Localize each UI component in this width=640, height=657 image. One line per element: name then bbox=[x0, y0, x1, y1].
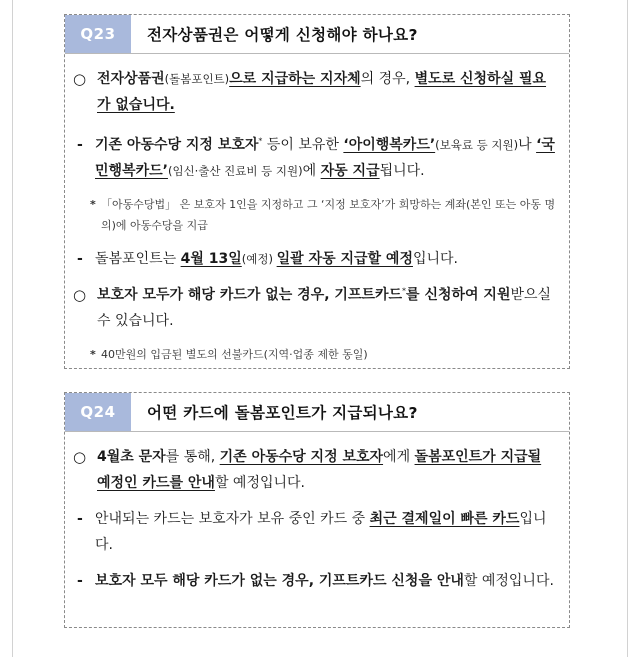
text-bold: 보호자 모두 해당 카드가 없는 경우, 기프트카드 신청을 안내 bbox=[95, 573, 464, 589]
text-bold-underline: 최근 결제일이 빠른 카드 bbox=[369, 511, 520, 527]
text-plain: 를 통해, bbox=[165, 449, 220, 465]
question-badge-q23: Q23 bbox=[65, 15, 131, 53]
question-title-q24: 어떤 카드에 돌봄포인트가 지급되나요? bbox=[147, 404, 418, 422]
answer-subpoint-2 bbox=[65, 568, 569, 594]
dash-bullet: - bbox=[77, 137, 83, 153]
footnote-bullet: * bbox=[90, 198, 96, 211]
text-bold-underline: 자동 지급 bbox=[320, 163, 380, 179]
text-bold-underline: 으로 지급하는 지자체 bbox=[229, 71, 361, 87]
footnote-text: 40만원의 입금된 별도의 선불카드(지역·업종 제한 동일) bbox=[101, 348, 368, 361]
question-header-q24 bbox=[65, 393, 569, 432]
footnote-text: 「아동수당법」 은 보호자 1인을 지정하고 그 ‘지정 보호자’가 희망하는 계좌(본인 또는 아동 명의)에 아동수당을 지급 bbox=[101, 198, 556, 232]
text-bold-underline: ‘아이행복카드’ bbox=[343, 137, 436, 153]
answer-point-1 bbox=[65, 444, 569, 496]
text-bold-underline: 돌봄포인트가 지급될 예정인 카드를 안내 bbox=[97, 449, 542, 491]
answer-body-q24 bbox=[65, 432, 569, 594]
qa-box-q23 bbox=[64, 14, 570, 369]
answer-body-q23 bbox=[65, 54, 569, 365]
dash-bullet: - bbox=[77, 511, 83, 527]
text-bold-underline: ‘국민행복카드’ bbox=[95, 137, 555, 179]
text-small: (임신·출산 진료비 등 지원) bbox=[167, 164, 303, 178]
answer-subpoint-2 bbox=[65, 246, 569, 272]
text-bold-underline: 기존 아동수당 지정 보호자 bbox=[219, 449, 384, 465]
circle-bullet: ○ bbox=[73, 70, 87, 88]
page-edge-right bbox=[627, 0, 628, 657]
circle-bullet: ○ bbox=[73, 448, 87, 466]
text-bold: 4월초 문자 bbox=[97, 449, 166, 465]
text-small: (보육료 등 지원) bbox=[435, 138, 519, 152]
text-plain: 에게 bbox=[383, 449, 415, 465]
footnote-bullet: * bbox=[90, 348, 96, 361]
footnote-mark: * bbox=[402, 286, 407, 296]
question-badge-q24: Q24 bbox=[65, 393, 131, 431]
dash-bullet: - bbox=[77, 573, 83, 589]
text-bold-underline: 일괄 자동 지급할 예정 bbox=[276, 251, 413, 267]
text-plain: 안내되는 카드는 보호자가 보유 중인 카드 중 bbox=[95, 511, 370, 527]
text-plain: 돌봄포인트는 bbox=[95, 251, 181, 267]
text-bold-underline: 별도로 신청하실 필요가 없습니다. bbox=[97, 71, 547, 113]
text-plain: 할 예정입니다. bbox=[214, 475, 305, 491]
text-small: (예정) bbox=[241, 252, 277, 266]
text-plain: 됩니다. bbox=[379, 163, 425, 179]
text-plain: 나 bbox=[518, 137, 537, 153]
text-plain: 입니다. bbox=[412, 251, 458, 267]
text-small: (돌봄포인트) bbox=[164, 72, 230, 86]
answer-subpoint-1 bbox=[65, 132, 569, 184]
question-title-q23: 전자상품권은 어떻게 신청해야 하나요? bbox=[147, 26, 418, 44]
footnote-1 bbox=[65, 194, 569, 236]
text-bold: 보호자 모두가 해당 카드가 없는 경우, 기프트카드 bbox=[97, 287, 403, 303]
text-bold: 전자상품권 bbox=[97, 71, 165, 87]
text-bold-underline: 4월 13일 bbox=[180, 251, 242, 267]
page-edge-left bbox=[12, 0, 13, 657]
circle-bullet: ○ bbox=[73, 286, 87, 304]
answer-point-1 bbox=[65, 66, 569, 118]
text-plain: 등이 보유한 bbox=[262, 137, 344, 153]
question-header-q23 bbox=[65, 15, 569, 54]
text-plain: 의 경우, bbox=[360, 71, 415, 87]
answer-point-2 bbox=[65, 282, 569, 334]
footnote-2 bbox=[65, 344, 569, 365]
text-plain: 입니다. bbox=[95, 511, 547, 553]
text-bold: 기존 아동수당 지정 보호자 bbox=[95, 137, 259, 153]
text-plain: 받으실 수 있습니다. bbox=[97, 287, 552, 329]
answer-subpoint-1 bbox=[65, 506, 569, 558]
text-plain: 에 bbox=[302, 163, 321, 179]
dash-bullet: - bbox=[77, 251, 83, 267]
text-plain: 할 예정입니다. bbox=[463, 573, 554, 589]
text-bold: 를 신청하여 지원 bbox=[406, 287, 511, 303]
qa-box-q24 bbox=[64, 392, 570, 628]
footnote-mark: * bbox=[258, 136, 263, 146]
